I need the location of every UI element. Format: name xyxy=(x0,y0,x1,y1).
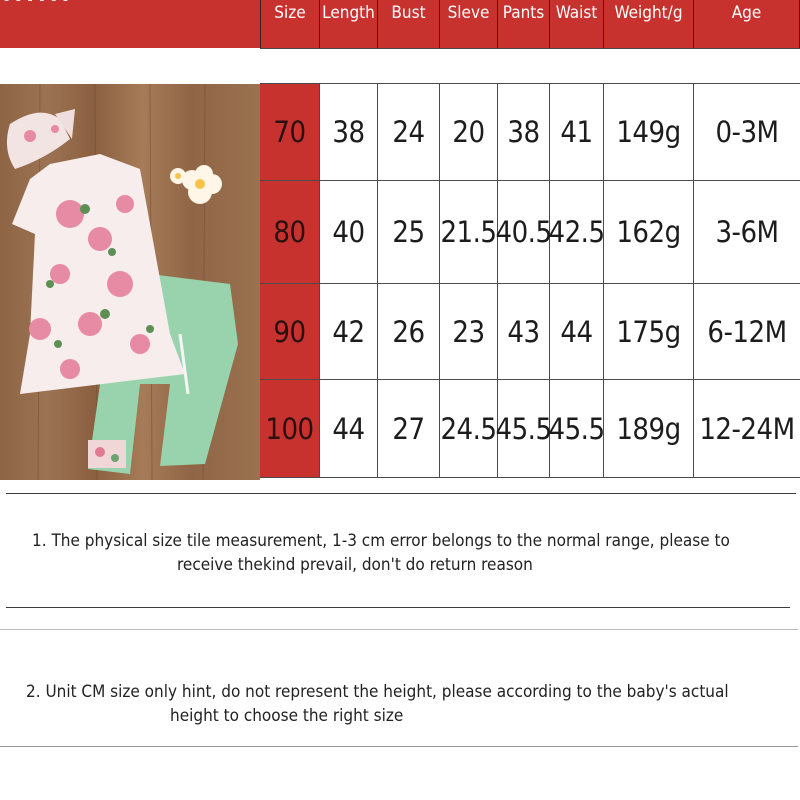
banner-clipped-text xyxy=(4,0,69,9)
size-cell: 100 xyxy=(260,380,320,477)
column-header: Bust xyxy=(378,0,440,48)
table-cell: 45.5 xyxy=(498,380,550,477)
column-header: Pants xyxy=(498,0,550,48)
table-cell: 38 xyxy=(498,84,550,180)
column-header: Sleve xyxy=(440,0,498,48)
table-row xyxy=(260,284,800,380)
column-header: Waist xyxy=(550,0,604,48)
table-cell: 0-3M xyxy=(715,115,779,149)
table-row xyxy=(260,380,800,478)
table-spacer-row xyxy=(260,48,800,84)
table-cell: 20 xyxy=(440,84,498,180)
table-cell: 43 xyxy=(498,284,550,379)
table-cell: 26 xyxy=(378,284,440,379)
table-cell: 27 xyxy=(378,380,440,477)
headband-shape xyxy=(7,109,75,169)
divider xyxy=(0,746,798,747)
table-cell: 42 xyxy=(320,284,378,379)
table-row xyxy=(260,84,800,181)
table-cell: 25 xyxy=(378,181,440,283)
column-header: Age xyxy=(694,0,800,48)
product-photo xyxy=(0,84,260,480)
table-cell: 149g xyxy=(604,84,694,180)
note-1-line-2: receive thekind prevail, don't do return reason xyxy=(177,555,533,575)
divider xyxy=(6,607,790,608)
divider xyxy=(0,629,798,630)
top-shape xyxy=(12,154,188,394)
baby-outfit-illustration xyxy=(0,84,260,480)
note-1-line-1: 1. The physical size tile measurement, 1-3 cm error belongs to the normal range, please to xyxy=(32,531,730,551)
table-cell: 41 xyxy=(550,84,604,180)
table-cell: 38 xyxy=(320,84,378,180)
table-cell: 12-24M xyxy=(699,411,795,446)
table-cell: 175g xyxy=(604,284,694,379)
size-cell: 80 xyxy=(260,181,320,283)
table-cell: 40.5 xyxy=(498,181,550,283)
table-cell: 45.5 xyxy=(550,380,604,477)
divider xyxy=(6,493,796,494)
table-row xyxy=(260,181,800,284)
column-header: Size xyxy=(260,0,320,48)
table-cell: 44 xyxy=(320,380,378,477)
size-cell: 70 xyxy=(260,84,320,180)
note-2-line-1: 2. Unit CM size only hint, do not represent the height, please according to the baby's actual xyxy=(26,682,729,702)
table-cell: 24 xyxy=(378,84,440,180)
table-cell: 44 xyxy=(550,284,604,379)
table-cell: 6-12M xyxy=(707,314,787,349)
flower-decoration xyxy=(170,165,222,204)
size-chart-table xyxy=(260,0,800,478)
column-header: Length xyxy=(320,0,378,48)
table-cell: 189g xyxy=(604,380,694,477)
table-cell: 40 xyxy=(320,181,378,283)
table-header-row xyxy=(260,0,800,48)
size-cell: 90 xyxy=(260,284,320,379)
table-cell: 42.5 xyxy=(550,181,604,283)
table-cell: 162g xyxy=(604,181,694,283)
note-2 xyxy=(26,680,729,728)
note-1 xyxy=(32,529,730,577)
table-cell: 23 xyxy=(440,284,498,379)
table-cell: 21.5 xyxy=(440,181,498,283)
column-header: Weight/g xyxy=(604,0,694,48)
table-cell: 24.5 xyxy=(440,380,498,477)
table-cell: 3-6M xyxy=(715,215,779,249)
note-2-line-2: height to choose the right size xyxy=(170,706,404,726)
